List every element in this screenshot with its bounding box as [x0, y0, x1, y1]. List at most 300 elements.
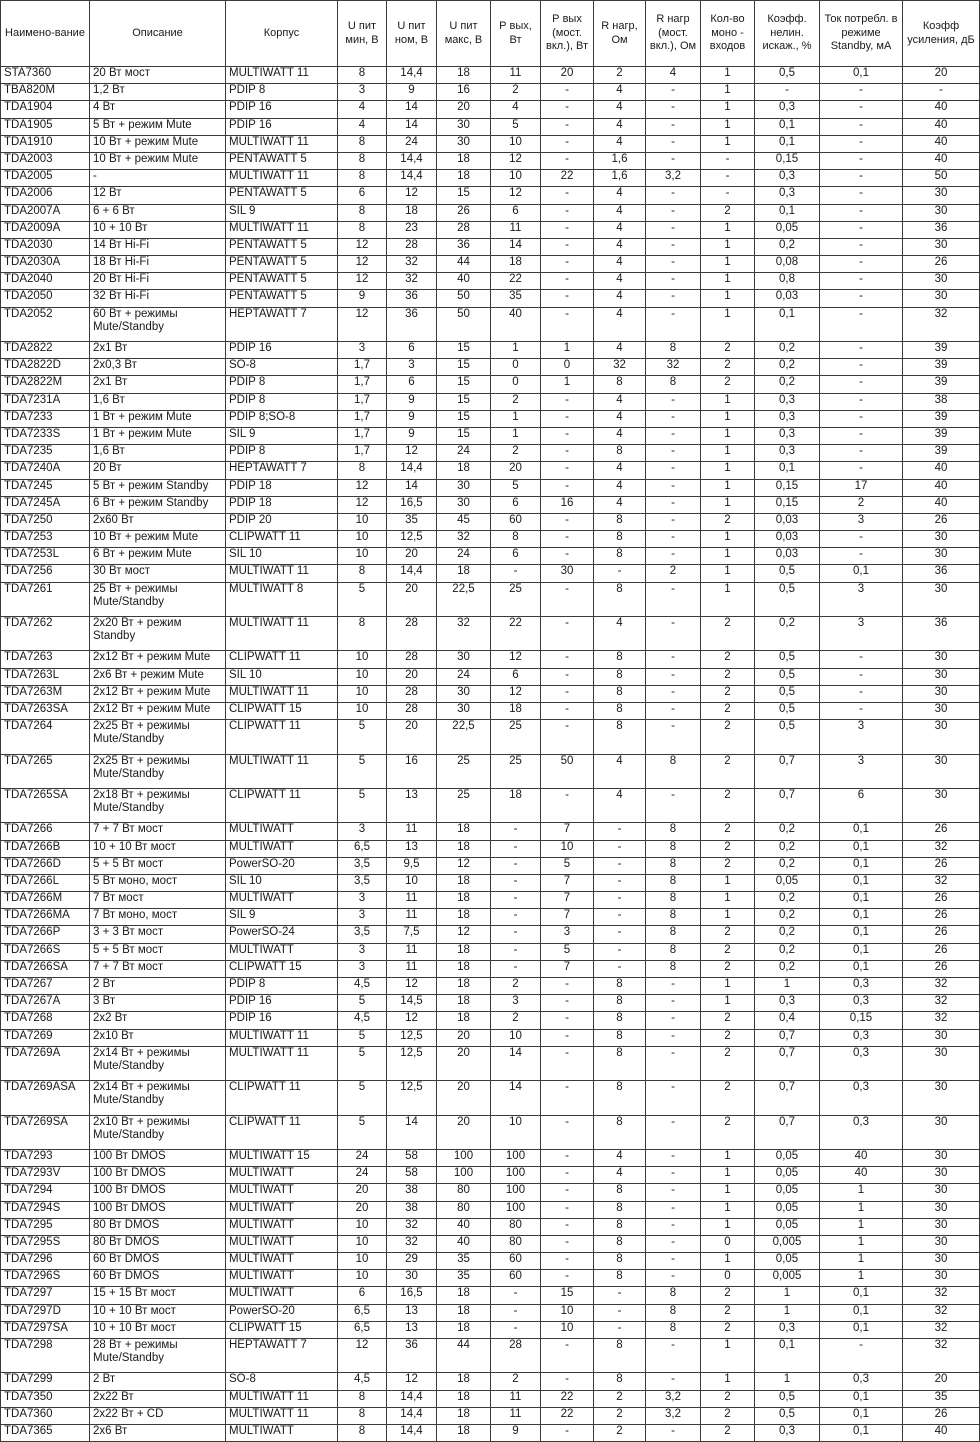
cell-thd: 0,5 — [755, 651, 820, 668]
cell-p-out: 40 — [491, 307, 541, 341]
cell-description: 60 Вт DMOS — [90, 1253, 226, 1270]
cell-gain: 30 — [903, 238, 980, 255]
cell-gain: 32 — [903, 1304, 980, 1321]
cell-package: PowerSO-20 — [226, 857, 338, 874]
cell-r-load: 8 — [594, 445, 646, 462]
cell-u-min: 20 — [338, 1201, 387, 1218]
cell-thd: - — [755, 84, 820, 101]
cell-r-load: 8 — [594, 513, 646, 530]
cell-u-min: 3,5 — [338, 857, 387, 874]
cell-name: TDA7269SA — [1, 1115, 90, 1149]
cell-u-max: 12 — [437, 857, 491, 874]
cell-thd: 0,3 — [755, 995, 820, 1012]
cell-r-load-bridge: - — [646, 462, 701, 479]
cell-p-out: 14 — [491, 1081, 541, 1115]
cell-name: TDA2822 — [1, 342, 90, 359]
cell-r-load-bridge: - — [646, 187, 701, 204]
cell-r-load: 4 — [594, 427, 646, 444]
cell-description: 6 Вт + режим Standby — [90, 496, 226, 513]
cell-p-out-bridge: - — [541, 548, 594, 565]
cell-p-out-bridge: 1 — [541, 376, 594, 393]
cell-u-max: 18 — [437, 1424, 491, 1441]
cell-u-max: 30 — [437, 496, 491, 513]
cell-u-max: 100 — [437, 1149, 491, 1166]
cell-gain: 30 — [903, 1046, 980, 1080]
cell-name: TDA7263 — [1, 651, 90, 668]
cell-p-out: 80 — [491, 1218, 541, 1235]
cell-mono-inputs: 1 — [701, 273, 755, 290]
cell-package: MULTIWATT 11 — [226, 67, 338, 84]
cell-r-load-bridge: 8 — [646, 823, 701, 840]
cell-gain: 30 — [903, 548, 980, 565]
cell-thd: 0,3 — [755, 410, 820, 427]
table-row — [1, 1339, 980, 1373]
cell-standby-current: - — [820, 273, 903, 290]
cell-u-max: 36 — [437, 238, 491, 255]
cell-p-out: 6 — [491, 496, 541, 513]
cell-package: PDIP 8 — [226, 84, 338, 101]
cell-r-load-bridge: - — [646, 788, 701, 822]
cell-package: SIL 10 — [226, 548, 338, 565]
cell-u-min: 4 — [338, 118, 387, 135]
cell-package: PDIP 16 — [226, 1012, 338, 1029]
cell-thd: 0,3 — [755, 1321, 820, 1338]
cell-description: 14 Вт Hi-Fi — [90, 238, 226, 255]
cell-package: PDIP 8 — [226, 978, 338, 995]
cell-p-out-bridge: - — [541, 685, 594, 702]
cell-thd: 1 — [755, 978, 820, 995]
cell-p-out: - — [491, 909, 541, 926]
cell-mono-inputs: 2 — [701, 702, 755, 719]
cell-p-out-bridge: 22 — [541, 1407, 594, 1424]
cell-description: 2x25 Вт + режимы Mute/Standby — [90, 754, 226, 788]
cell-description: 2x6 Вт + режим Mute — [90, 668, 226, 685]
cell-u-max: 20 — [437, 101, 491, 118]
col-header-u-max: U пит макс, В — [437, 1, 491, 67]
cell-p-out: - — [491, 943, 541, 960]
cell-u-nom: 14 — [387, 1115, 437, 1149]
cell-u-min: 8 — [338, 1424, 387, 1441]
cell-p-out: 12 — [491, 187, 541, 204]
cell-u-min: 3 — [338, 960, 387, 977]
cell-description: 1,6 Вт — [90, 445, 226, 462]
cell-thd: 0,05 — [755, 1218, 820, 1235]
cell-name: TDA7262 — [1, 617, 90, 651]
cell-u-max: 30 — [437, 685, 491, 702]
cell-standby-current: 0,1 — [820, 1321, 903, 1338]
cell-u-nom: 13 — [387, 788, 437, 822]
cell-description: 30 Вт мост — [90, 565, 226, 582]
cell-u-nom: 12,5 — [387, 1081, 437, 1115]
cell-mono-inputs: 2 — [701, 342, 755, 359]
cell-gain: 40 — [903, 479, 980, 496]
cell-gain: 32 — [903, 995, 980, 1012]
table-row — [1, 410, 980, 427]
cell-name: TDA7266B — [1, 840, 90, 857]
cell-r-load: 8 — [594, 1184, 646, 1201]
cell-r-load-bridge: 2 — [646, 565, 701, 582]
cell-u-nom: 6 — [387, 342, 437, 359]
cell-name: TDA7253 — [1, 531, 90, 548]
table-row — [1, 1184, 980, 1201]
cell-mono-inputs: 2 — [701, 840, 755, 857]
cell-description: 2x22 Вт + CD — [90, 1407, 226, 1424]
cell-standby-current: 3 — [820, 617, 903, 651]
cell-description: 1,6 Вт — [90, 393, 226, 410]
cell-u-max: 50 — [437, 307, 491, 341]
table-row — [1, 892, 980, 909]
cell-u-min: 8 — [338, 170, 387, 187]
cell-p-out-bridge: - — [541, 152, 594, 169]
cell-r-load: 8 — [594, 1270, 646, 1287]
cell-p-out-bridge: - — [541, 118, 594, 135]
cell-mono-inputs: 1 — [701, 531, 755, 548]
cell-name: TDA7297SA — [1, 1321, 90, 1338]
cell-description: 5 Вт моно, мост — [90, 874, 226, 891]
cell-p-out: 5 — [491, 479, 541, 496]
cell-gain: 30 — [903, 685, 980, 702]
cell-r-load: 8 — [594, 1029, 646, 1046]
cell-u-max: 18 — [437, 995, 491, 1012]
cell-p-out-bridge: - — [541, 720, 594, 754]
cell-u-max: 15 — [437, 427, 491, 444]
cell-standby-current: 1 — [820, 1253, 903, 1270]
cell-r-load: - — [594, 926, 646, 943]
cell-r-load-bridge: - — [646, 393, 701, 410]
cell-r-load: 4 — [594, 101, 646, 118]
cell-p-out-bridge: - — [541, 617, 594, 651]
cell-r-load: 4 — [594, 238, 646, 255]
cell-u-min: 10 — [338, 513, 387, 530]
cell-r-load-bridge: - — [646, 1424, 701, 1441]
cell-u-max: 15 — [437, 376, 491, 393]
cell-standby-current: - — [820, 410, 903, 427]
cell-p-out: 11 — [491, 1407, 541, 1424]
cell-mono-inputs: 1 — [701, 1339, 755, 1373]
cell-gain: 26 — [903, 943, 980, 960]
cell-u-nom: 32 — [387, 1235, 437, 1252]
cell-thd: 0,2 — [755, 960, 820, 977]
cell-u-max: 24 — [437, 668, 491, 685]
cell-u-nom: 38 — [387, 1201, 437, 1218]
cell-u-max: 24 — [437, 548, 491, 565]
cell-u-nom: 14 — [387, 118, 437, 135]
cell-p-out-bridge: - — [541, 1218, 594, 1235]
cell-thd: 0,7 — [755, 1115, 820, 1149]
cell-p-out: - — [491, 857, 541, 874]
cell-u-max: 18 — [437, 1012, 491, 1029]
cell-r-load: 8 — [594, 668, 646, 685]
cell-gain: 40 — [903, 118, 980, 135]
cell-mono-inputs: 2 — [701, 204, 755, 221]
cell-thd: 0,2 — [755, 857, 820, 874]
cell-u-nom: 9 — [387, 410, 437, 427]
cell-package: SIL 9 — [226, 204, 338, 221]
cell-p-out: - — [491, 874, 541, 891]
cell-p-out-bridge: 5 — [541, 943, 594, 960]
col-header-p-out: Р вых, Вт — [491, 1, 541, 67]
cell-u-max: 18 — [437, 1390, 491, 1407]
cell-p-out-bridge: - — [541, 1424, 594, 1441]
cell-name: TDA2052 — [1, 307, 90, 341]
cell-u-max: 18 — [437, 823, 491, 840]
cell-name: TDA7266 — [1, 823, 90, 840]
cell-u-min: 8 — [338, 135, 387, 152]
cell-standby-current: 0,1 — [820, 943, 903, 960]
table-row — [1, 1287, 980, 1304]
table-row — [1, 135, 980, 152]
cell-description: 18 Вт Hi-Fi — [90, 256, 226, 273]
cell-standby-current: - — [820, 702, 903, 719]
header-row — [1, 1, 980, 67]
cell-p-out-bridge: - — [541, 1235, 594, 1252]
cell-r-load-bridge: - — [646, 496, 701, 513]
cell-u-min: 12 — [338, 1339, 387, 1373]
cell-name: TDA2050 — [1, 290, 90, 307]
cell-gain: 20 — [903, 1373, 980, 1390]
cell-standby-current: - — [820, 187, 903, 204]
cell-p-out: 1 — [491, 427, 541, 444]
cell-gain: 30 — [903, 531, 980, 548]
cell-u-nom: 32 — [387, 273, 437, 290]
cell-r-load-bridge: 32 — [646, 359, 701, 376]
cell-p-out: 11 — [491, 1390, 541, 1407]
cell-mono-inputs: 1 — [701, 565, 755, 582]
col-header-u-nom: U пит ном, В — [387, 1, 437, 67]
cell-thd: 0,05 — [755, 1201, 820, 1218]
cell-u-max: 20 — [437, 1081, 491, 1115]
cell-description: 10 + 10 Вт — [90, 221, 226, 238]
col-header-thd: Коэфф. нелин. искаж., % — [755, 1, 820, 67]
cell-mono-inputs: 2 — [701, 960, 755, 977]
cell-name: TDA7256 — [1, 565, 90, 582]
cell-name: TDA7233S — [1, 427, 90, 444]
cell-u-min: 10 — [338, 531, 387, 548]
cell-thd: 0,5 — [755, 1390, 820, 1407]
cell-gain: 36 — [903, 565, 980, 582]
cell-description: 2x22 Вт — [90, 1390, 226, 1407]
cell-description: 20 Вт Hi-Fi — [90, 273, 226, 290]
cell-package: CLIPWATT 11 — [226, 720, 338, 754]
cell-p-out-bridge: - — [541, 221, 594, 238]
cell-name: TDA7266P — [1, 926, 90, 943]
cell-p-out-bridge: - — [541, 513, 594, 530]
cell-r-load: - — [594, 1287, 646, 1304]
cell-thd: 0,2 — [755, 342, 820, 359]
cell-p-out-bridge: - — [541, 1081, 594, 1115]
cell-r-load-bridge: - — [646, 238, 701, 255]
cell-package: MULTIWATT 11 — [226, 1390, 338, 1407]
cell-gain: 30 — [903, 1201, 980, 1218]
cell-description: 7 Вт мост — [90, 892, 226, 909]
table-row — [1, 118, 980, 135]
cell-r-load: 8 — [594, 1046, 646, 1080]
cell-u-min: 1,7 — [338, 376, 387, 393]
cell-mono-inputs: 2 — [701, 720, 755, 754]
cell-mono-inputs: 1 — [701, 1167, 755, 1184]
cell-p-out-bridge: - — [541, 1253, 594, 1270]
cell-u-max: 18 — [437, 960, 491, 977]
cell-description: 2x12 Вт + режим Mute — [90, 702, 226, 719]
cell-name: TDA2003 — [1, 152, 90, 169]
cell-mono-inputs: 0 — [701, 1270, 755, 1287]
cell-r-load: 32 — [594, 359, 646, 376]
cell-package: SO-8 — [226, 1373, 338, 1390]
cell-p-out: 10 — [491, 135, 541, 152]
cell-p-out-bridge: - — [541, 462, 594, 479]
cell-package: MULTIWATT 11 — [226, 617, 338, 651]
table-row — [1, 445, 980, 462]
cell-r-load-bridge: 8 — [646, 754, 701, 788]
table-row — [1, 1046, 980, 1080]
cell-package: MULTIWATT 11 — [226, 1029, 338, 1046]
cell-u-nom: 58 — [387, 1167, 437, 1184]
cell-gain: 30 — [903, 1081, 980, 1115]
cell-name: TDA2007A — [1, 204, 90, 221]
cell-thd: 0,03 — [755, 513, 820, 530]
table-row — [1, 307, 980, 341]
table-row — [1, 187, 980, 204]
cell-u-max: 45 — [437, 513, 491, 530]
cell-gain: 36 — [903, 617, 980, 651]
cell-u-min: 8 — [338, 1390, 387, 1407]
cell-description: 2x20 Вт + режим Standby — [90, 617, 226, 651]
cell-p-out: 6 — [491, 204, 541, 221]
cell-r-load-bridge: - — [646, 651, 701, 668]
cell-u-min: 4,5 — [338, 1012, 387, 1029]
cell-thd: 0,2 — [755, 376, 820, 393]
cell-u-nom: 28 — [387, 238, 437, 255]
cell-u-min: 1,7 — [338, 359, 387, 376]
cell-description: 7 + 7 Вт мост — [90, 960, 226, 977]
cell-standby-current: - — [820, 256, 903, 273]
cell-mono-inputs: 2 — [701, 1115, 755, 1149]
table-row — [1, 1201, 980, 1218]
cell-p-out: 1 — [491, 342, 541, 359]
cell-name: TDA7269A — [1, 1046, 90, 1080]
cell-thd: 0,2 — [755, 943, 820, 960]
cell-package: PDIP 8 — [226, 445, 338, 462]
cell-standby-current: 0,1 — [820, 565, 903, 582]
cell-name: TDA2030 — [1, 238, 90, 255]
cell-u-nom: 14,4 — [387, 1407, 437, 1424]
cell-thd: 0,1 — [755, 462, 820, 479]
cell-name: TDA7268 — [1, 1012, 90, 1029]
cell-thd: 0,05 — [755, 874, 820, 891]
cell-package: CLIPWATT 11 — [226, 788, 338, 822]
cell-standby-current: 0,1 — [820, 892, 903, 909]
cell-mono-inputs: 1 — [701, 445, 755, 462]
cell-r-load: - — [594, 840, 646, 857]
cell-package: PowerSO-20 — [226, 1304, 338, 1321]
cell-mono-inputs: 1 — [701, 874, 755, 891]
cell-mono-inputs: 2 — [701, 1424, 755, 1441]
cell-standby-current: - — [820, 685, 903, 702]
cell-gain: - — [903, 84, 980, 101]
cell-description: 2 Вт — [90, 978, 226, 995]
cell-r-load-bridge: - — [646, 273, 701, 290]
cell-r-load: 4 — [594, 118, 646, 135]
cell-p-out: 6 — [491, 668, 541, 685]
cell-mono-inputs: 2 — [701, 668, 755, 685]
cell-u-min: 12 — [338, 307, 387, 341]
cell-description: 60 Вт + режимы Mute/Standby — [90, 307, 226, 341]
cell-mono-inputs: 2 — [701, 1046, 755, 1080]
cell-p-out-bridge: - — [541, 393, 594, 410]
cell-p-out-bridge: - — [541, 1184, 594, 1201]
cell-u-min: 6 — [338, 187, 387, 204]
cell-r-load: - — [594, 857, 646, 874]
cell-u-nom: 28 — [387, 651, 437, 668]
cell-u-max: 18 — [437, 874, 491, 891]
cell-r-load-bridge: - — [646, 307, 701, 341]
table-row — [1, 909, 980, 926]
table-row — [1, 702, 980, 719]
cell-package: MULTIWATT — [226, 943, 338, 960]
cell-r-load-bridge: - — [646, 685, 701, 702]
cell-name: TDA7295S — [1, 1235, 90, 1252]
cell-standby-current: - — [820, 342, 903, 359]
cell-u-max: 30 — [437, 651, 491, 668]
cell-p-out: 2 — [491, 1373, 541, 1390]
cell-r-load: 4 — [594, 462, 646, 479]
cell-u-max: 18 — [437, 1373, 491, 1390]
cell-standby-current: - — [820, 668, 903, 685]
cell-name: TDA7269ASA — [1, 1081, 90, 1115]
cell-package: MULTIWATT — [226, 840, 338, 857]
cell-mono-inputs: 2 — [701, 1304, 755, 1321]
cell-u-min: 5 — [338, 1029, 387, 1046]
cell-mono-inputs: 1 — [701, 221, 755, 238]
cell-name: TBA820M — [1, 84, 90, 101]
cell-r-load-bridge: 3,2 — [646, 1407, 701, 1424]
table-row — [1, 857, 980, 874]
cell-u-min: 8 — [338, 565, 387, 582]
cell-mono-inputs: 1 — [701, 307, 755, 341]
cell-package: PDIP 8 — [226, 376, 338, 393]
cell-r-load-bridge: - — [646, 101, 701, 118]
cell-standby-current: - — [820, 531, 903, 548]
cell-package: MULTIWATT 15 — [226, 1149, 338, 1166]
cell-package: SIL 9 — [226, 909, 338, 926]
cell-u-min: 5 — [338, 1081, 387, 1115]
cell-u-min: 3 — [338, 823, 387, 840]
cell-r-load-bridge: 3,2 — [646, 170, 701, 187]
cell-u-nom: 28 — [387, 617, 437, 651]
cell-gain: 32 — [903, 1321, 980, 1338]
cell-u-max: 15 — [437, 359, 491, 376]
cell-description: 100 Вт DMOS — [90, 1201, 226, 1218]
cell-package: PENTAWATT 5 — [226, 290, 338, 307]
cell-standby-current: 0,1 — [820, 1424, 903, 1441]
cell-mono-inputs: 1 — [701, 256, 755, 273]
table-row — [1, 548, 980, 565]
cell-r-load-bridge: - — [646, 548, 701, 565]
cell-u-max: 40 — [437, 273, 491, 290]
cell-u-max: 18 — [437, 909, 491, 926]
cell-r-load: 1,6 — [594, 152, 646, 169]
cell-name: TDA7293V — [1, 1167, 90, 1184]
cell-r-load: - — [594, 909, 646, 926]
cell-p-out-bridge: - — [541, 256, 594, 273]
cell-p-out-bridge: 10 — [541, 1304, 594, 1321]
cell-u-min: 6 — [338, 1287, 387, 1304]
cell-description: 2x1 Вт — [90, 376, 226, 393]
col-header-mono-inputs: Кол-во моно - входов — [701, 1, 755, 67]
cell-package: MULTIWATT — [226, 892, 338, 909]
cell-p-out-bridge: 7 — [541, 823, 594, 840]
cell-thd: 0,7 — [755, 754, 820, 788]
